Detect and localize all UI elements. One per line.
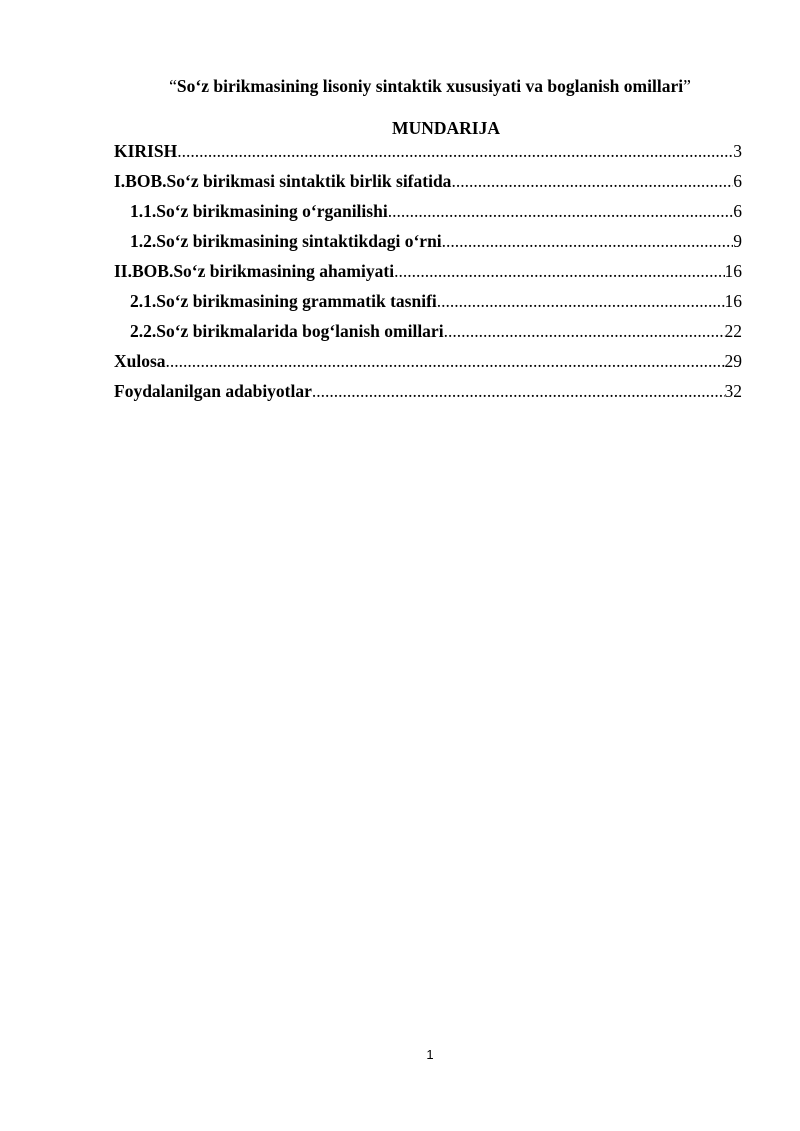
toc-entry-page: 32 xyxy=(724,381,742,401)
toc-entry-page: 16 xyxy=(724,291,742,311)
toc-entry-kirish[interactable] xyxy=(114,139,742,169)
toc-entry-page: 29 xyxy=(724,351,742,371)
toc-entry-page: 9 xyxy=(733,231,742,251)
toc-dot-leader xyxy=(388,199,734,223)
toc-entry-label: 1.2.So‘z birikmasining sintaktikdagi o‘rni xyxy=(130,231,442,251)
toc-entry-section-2-1[interactable] xyxy=(114,289,742,319)
toc-entry-references[interactable] xyxy=(114,379,742,409)
toc-entry-section-1-1[interactable] xyxy=(114,199,742,229)
document-title xyxy=(0,74,800,98)
table-of-contents xyxy=(114,139,742,409)
toc-dot-leader xyxy=(394,259,724,283)
toc-entry-page: 6 xyxy=(733,201,742,221)
title-open-quote: “ xyxy=(169,76,177,96)
toc-entry-chapter-2[interactable] xyxy=(114,259,742,289)
toc-dot-leader xyxy=(312,379,725,403)
toc-entry-page: 3 xyxy=(733,141,742,161)
toc-dot-leader xyxy=(444,319,725,343)
toc-dot-leader xyxy=(177,139,733,163)
page-number: 1 xyxy=(426,1047,434,1062)
toc-heading: MUNDARIJA xyxy=(392,118,500,138)
toc-entry-label: Xulosa xyxy=(114,351,166,371)
toc-entry-page: 6 xyxy=(733,171,742,191)
toc-dot-leader xyxy=(166,349,725,373)
toc-entry-xulosa[interactable] xyxy=(114,349,742,379)
toc-entry-section-2-2[interactable] xyxy=(114,319,742,349)
toc-entry-label: 2.2.So‘z birikmalarida bog‘lanish omillari xyxy=(130,321,444,341)
title-close-quote: ” xyxy=(683,76,691,96)
toc-dot-leader xyxy=(437,289,725,313)
toc-entry-label: KIRISH xyxy=(114,141,178,161)
toc-entry-label: 2.1.So‘z birikmasining grammatik tasnifi xyxy=(130,291,437,311)
title-text: So‘z birikmasining lisoniy sintaktik xususiyati va boglanish omillari xyxy=(176,76,684,96)
toc-entry-page: 22 xyxy=(724,321,742,341)
toc-entry-label: I.BOB.So‘z birikmasi sintaktik birlik sifatida xyxy=(114,171,452,191)
toc-entry-label: 1.1.So‘z birikmasining o‘rganilishi xyxy=(130,201,388,221)
toc-entry-chapter-1[interactable] xyxy=(114,169,742,199)
toc-entry-label: II.BOB.So‘z birikmasining ahamiyati xyxy=(114,261,395,281)
toc-entry-label: Foydalanilgan adabiyotlar xyxy=(114,381,312,401)
toc-dot-leader xyxy=(442,229,734,253)
toc-dot-leader xyxy=(451,169,733,193)
toc-entry-section-1-2[interactable] xyxy=(114,229,742,259)
toc-entry-page: 16 xyxy=(724,261,742,281)
